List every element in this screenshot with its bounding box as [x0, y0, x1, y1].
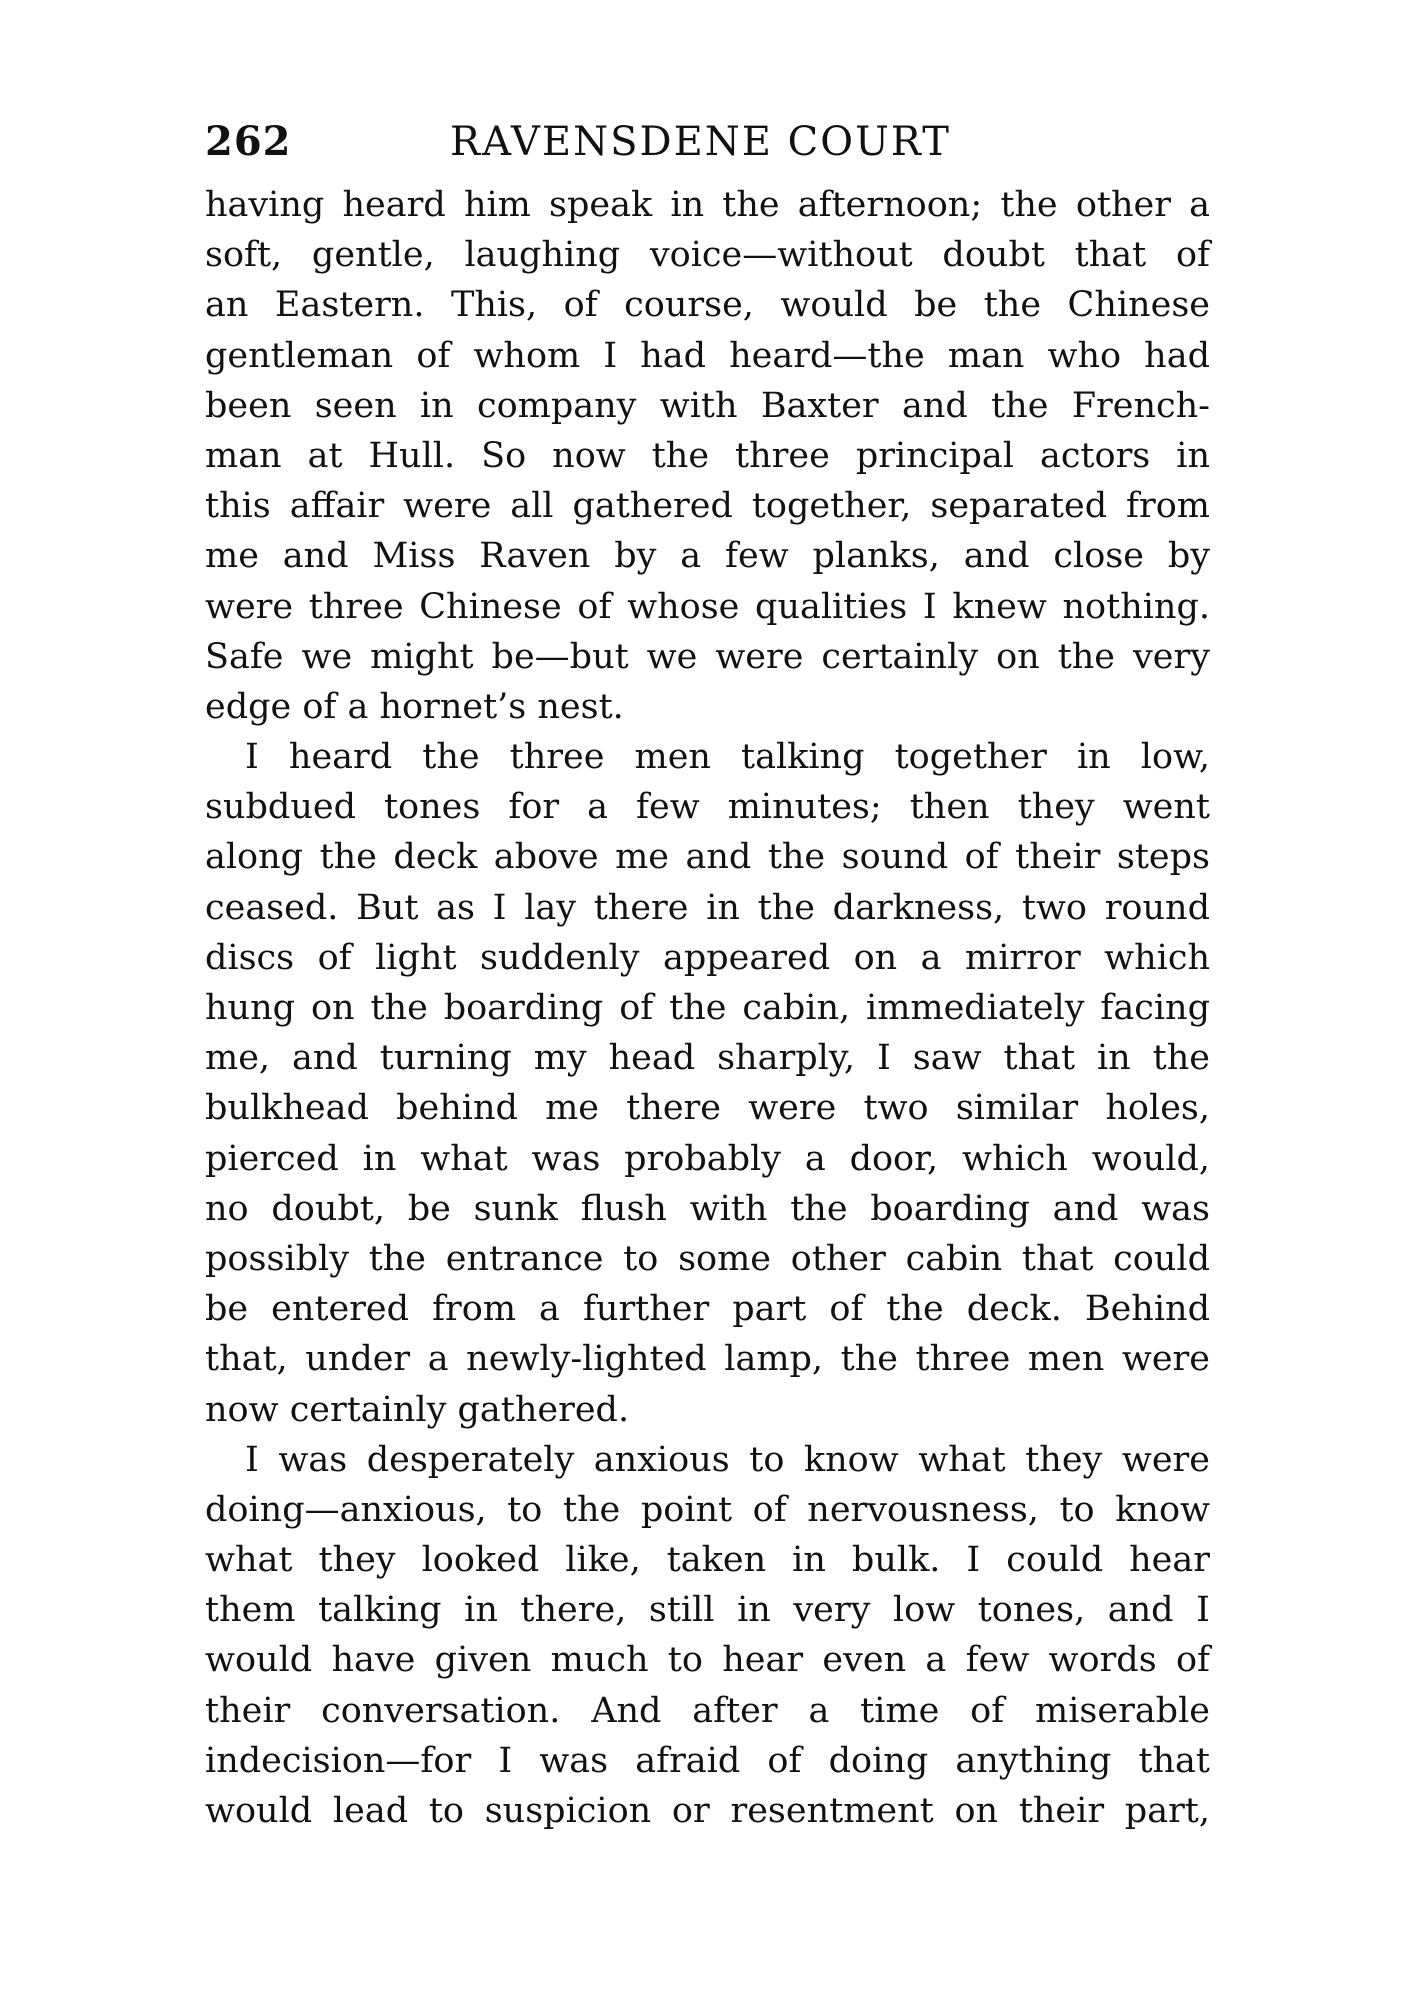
text-line: pierced in what was probably a door, which would,: [205, 1138, 1210, 1179]
text-line: now certainly gathered.: [205, 1389, 630, 1430]
text-line: having heard him speak in the afternoon; the other a: [205, 185, 1210, 225]
text-line: them talking in there, still in very low tones, and I: [205, 1590, 1210, 1631]
text-line: this affair were all gathered together, separated from: [205, 486, 1210, 527]
text-line: no doubt, be sunk flush with the boarding and was: [205, 1188, 1210, 1229]
running-head: RAVENSDENE COURT: [450, 119, 951, 165]
text-line: were three Chinese of whose qualities I knew nothing.: [205, 586, 1210, 627]
text-line: indecision—for I was afraid of doing anything that: [205, 1740, 1210, 1781]
body-text: [205, 180, 1210, 1836]
page-header: [205, 112, 1210, 172]
text-line: soft, gentle, laughing voice—without doubt that of: [205, 235, 1210, 276]
text-line: an Eastern. This, of course, would be the Chinese: [205, 285, 1210, 326]
text-line: would have given much to hear even a few words of: [205, 1640, 1210, 1681]
text-line: I heard the three men talking together in low,: [245, 737, 1210, 778]
text-line: doing—anxious, to the point of nervousness, to know: [205, 1489, 1210, 1530]
text-line: edge of a hornet’s nest.: [205, 686, 624, 727]
text-line: possibly the entrance to some other cabin that could: [205, 1238, 1210, 1279]
paragraph: [205, 1435, 1210, 1837]
paragraph: [205, 180, 1210, 732]
text-line: me and Miss Raven by a few planks, and close by: [205, 536, 1210, 577]
text-line: ceased. But as I lay there in the darkness, two round: [205, 887, 1210, 928]
text-line: Safe we might be—but we were certainly on the very: [205, 636, 1210, 677]
paragraph: [205, 732, 1210, 1435]
text-line: me, and turning my head sharply, I saw that in the: [205, 1038, 1210, 1079]
text-line: that, under a newly-lighted lamp, the three men were: [205, 1339, 1210, 1380]
text-line: hung on the boarding of the cabin, immediately facing: [205, 988, 1210, 1028]
text-line: their conversation. And after a time of miserable: [205, 1690, 1210, 1731]
text-line: would lead to suspicion or resentment on their part,: [205, 1791, 1210, 1831]
text-line: gentleman of whom I had heard—the man who had: [205, 335, 1210, 376]
text-line: subdued tones for a few minutes; then they went: [205, 787, 1210, 828]
text-line: been seen in company with Baxter and the French-: [205, 385, 1210, 426]
page-number: 262: [205, 118, 292, 165]
text-line: bulkhead behind me there were two similar holes,: [205, 1088, 1210, 1129]
text-line: what they looked like, taken in bulk. I could hear: [205, 1540, 1210, 1581]
text-line: I was desperately anxious to know what they were: [245, 1439, 1210, 1480]
text-line: discs of light suddenly appeared on a mirror which: [205, 937, 1210, 978]
text-line: man at Hull. So now the three principal actors in: [205, 435, 1210, 476]
text-line: be entered from a further part of the deck. Behind: [205, 1289, 1210, 1330]
text-line: along the deck above me and the sound of their steps: [205, 837, 1210, 878]
